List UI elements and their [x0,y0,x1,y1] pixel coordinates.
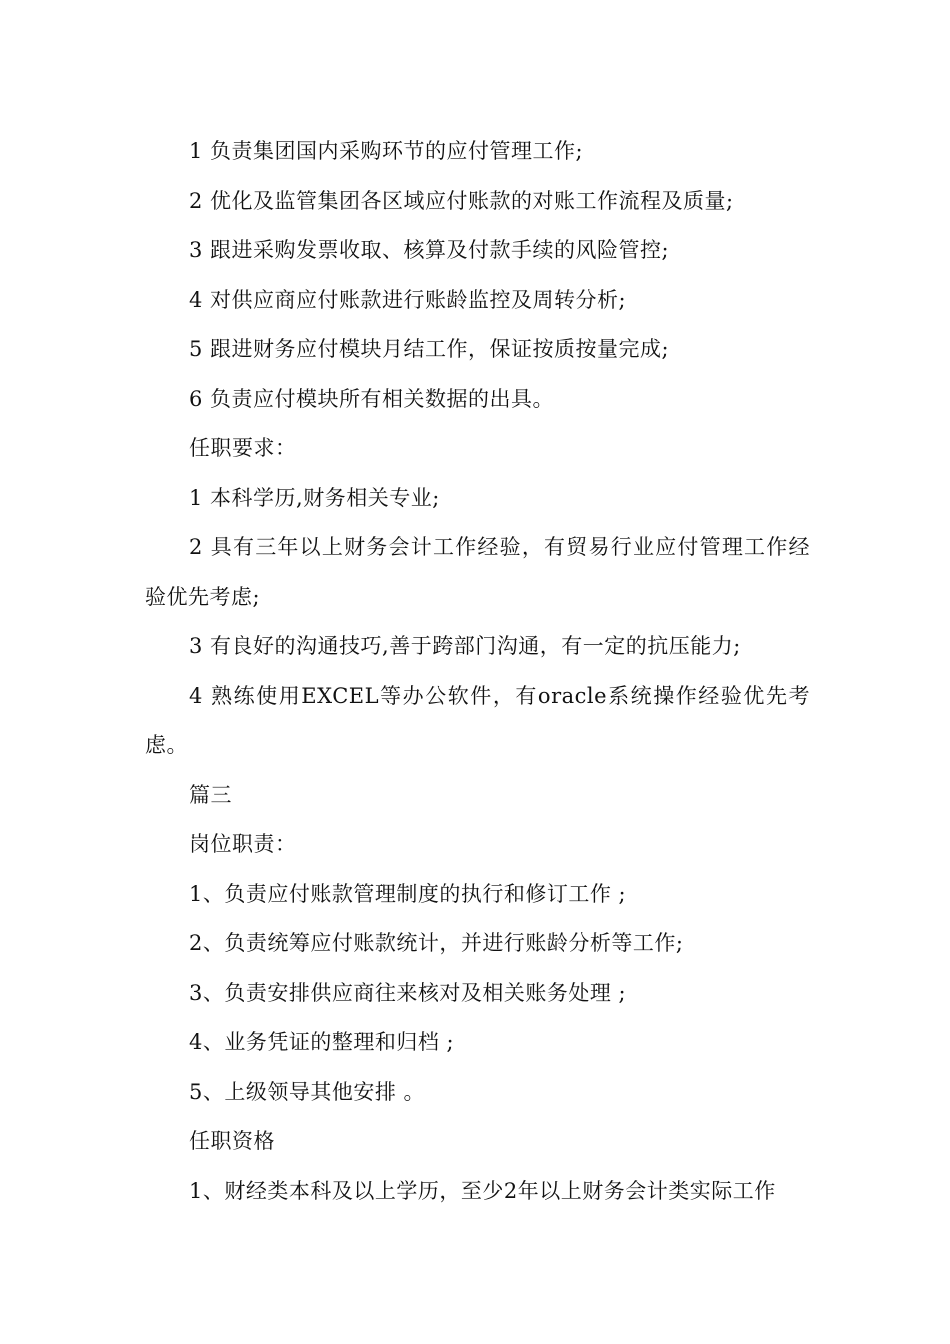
paragraph: 5 跟进财务应付模块月结工作，保证按质按量完成; [189,337,670,361]
section-heading: 任职资格 [189,1129,275,1153]
paragraph: 1 本科学历,财务相关专业; [189,485,440,510]
chapter-heading: 篇三 [189,782,232,807]
section-heading: 任职要求： [189,436,297,460]
paragraph: 3 跟进采购发票收取、核算及付款手续的风险管控; [189,238,670,262]
paragraph: 4 对供应商应付账款进行账龄监控及周转分析; [189,287,627,312]
paragraph: 4 熟练使用EXCEL等办公软件，有oracle系统操作经验优先考虑。 [145,683,810,757]
paragraph: 2、负责统筹应付账款统计，并进行账龄分析等工作; [189,931,684,955]
paragraph: 6 负责应付模块所有相关数据的出具。 [189,386,555,411]
paragraph: 2 具有三年以上财务会计工作经验，有贸易行业应付管理工作经验优先考虑; [145,535,810,609]
paragraph: 1、负责应付账款管理制度的执行和修订工作 ; [189,881,627,906]
paragraph: 5、上级领导其他安排 。 [189,1079,426,1104]
paragraph: 2 优化及监管集团各区域应付账款的对账工作流程及质量; [189,188,734,213]
paragraph: 4、业务凭证的整理和归档 ; [189,1030,455,1054]
section-heading: 岗位职责： [189,832,297,856]
paragraph: 1 负责集团国内采购环节的应付管理工作; [189,139,584,163]
paragraph: 3、负责安排供应商往来核对及相关账务处理 ; [189,980,627,1005]
paragraph: 3 有良好的沟通技巧,善于跨部门沟通，有一定的抗压能力; [189,634,741,658]
document-body [145,127,810,1216]
paragraph: 1、财经类本科及以上学历，至少2年以上财务会计类实际工作 [189,1178,776,1203]
